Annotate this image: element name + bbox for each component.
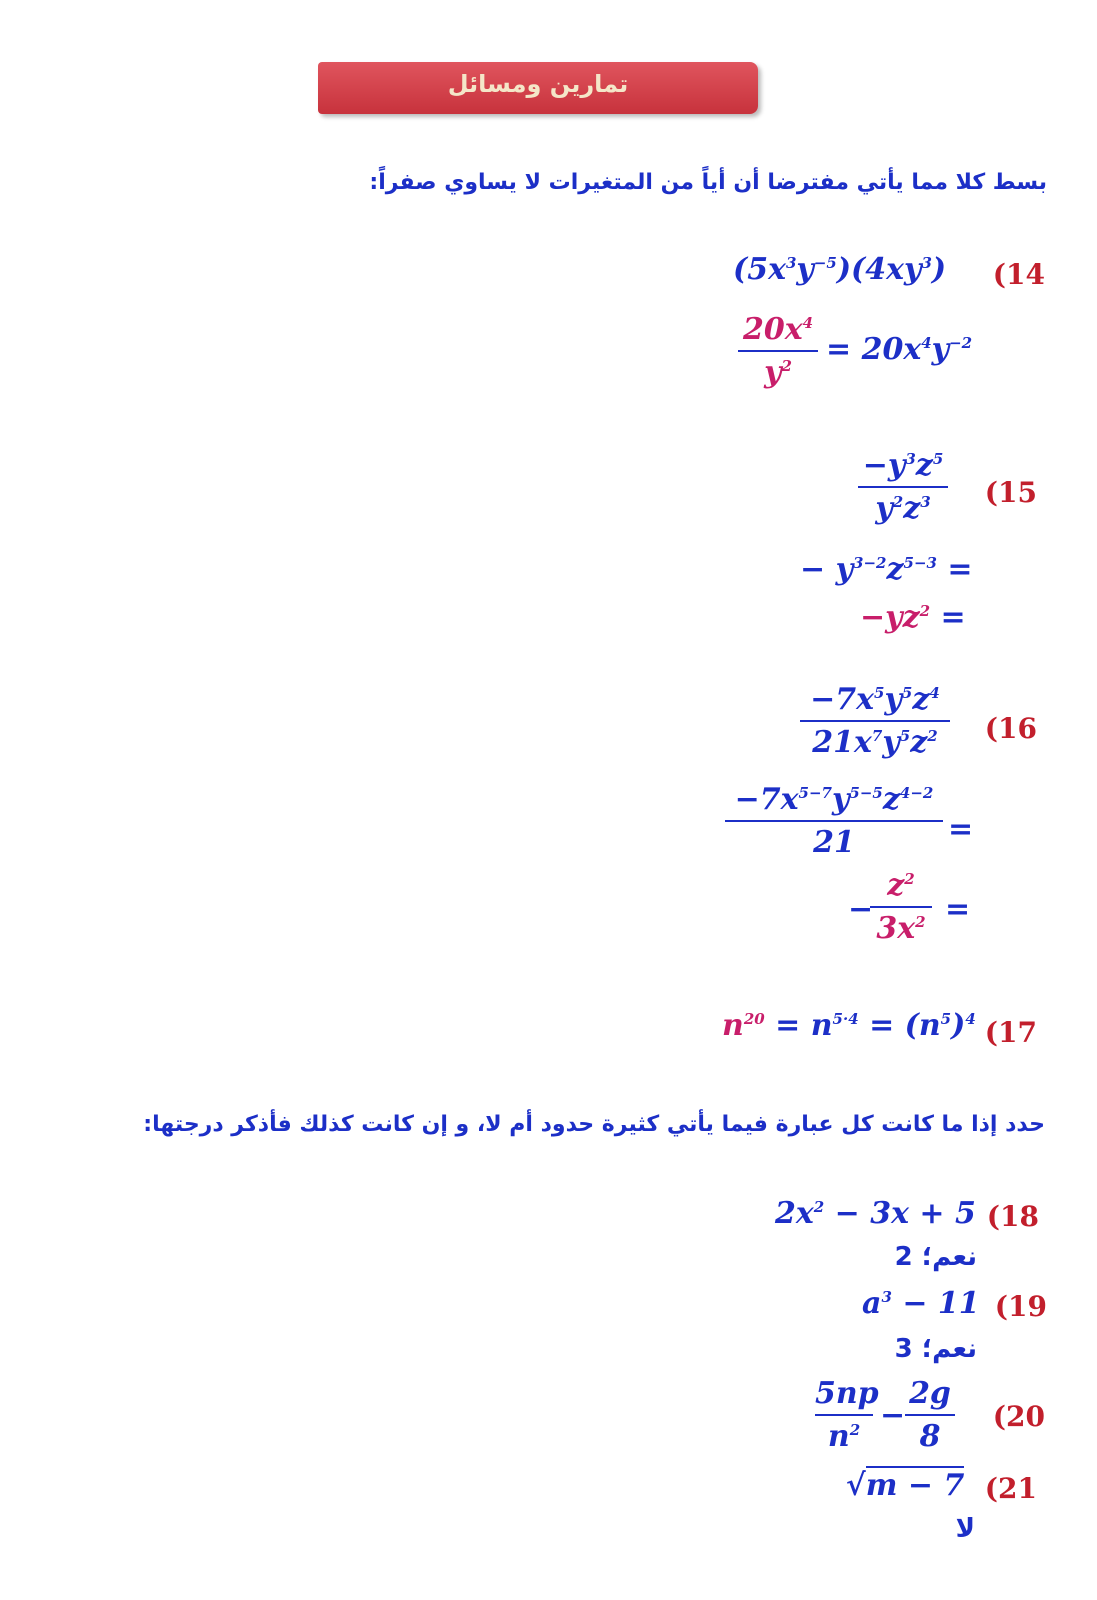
problem-15-step1: − $y^{3-2}z^{5-3}$ =: [800, 552, 973, 587]
problem-20-label: (20: [992, 1400, 1045, 1433]
problem-17-label: (17: [984, 1016, 1037, 1049]
problem-19-label: (19: [994, 1290, 1047, 1323]
problem-19-expression: $a^3 - 11$: [862, 1286, 980, 1321]
problem-20-minus: −: [880, 1398, 906, 1433]
problem-14-result: = $20x^4y^{-2}$: [826, 332, 973, 367]
problem-14-fraction: $20x^4$ $y^2$: [738, 312, 818, 390]
problem-21-answer: لا: [955, 1514, 975, 1544]
problem-15-label: (15: [984, 476, 1037, 509]
problem-20-fraction-2: 2g 8: [905, 1376, 955, 1454]
problem-18-label: (18: [986, 1200, 1039, 1233]
problem-21-expression: √m − 7: [846, 1468, 965, 1503]
section-title: تمارين ومسائل: [447, 70, 629, 98]
problem-16-equals-2: =: [945, 892, 971, 927]
problem-18-expression: $2x^2 - 3x + 5$: [775, 1196, 976, 1231]
problem-21-label: (21: [984, 1472, 1037, 1505]
problem-16-result: $z^2$ $3x^2$: [870, 868, 932, 946]
problem-16-step1: $-7x^{5-7}y^{5-5}z^{4-2}$ 21: [725, 782, 943, 860]
problem-16-fraction: $-7x^5y^5z^4$ $21x^7y^5z^2$: [800, 682, 950, 760]
section-banner: [318, 62, 758, 114]
problem-18-answer: نعم؛ 2: [894, 1242, 977, 1272]
instruction-polynomial: حدد إذا ما كانت كل عبارة فيما يأتي كثيرة حدود أم لا، و إن كانت كذلك فأذكر درجتها:: [143, 1112, 1045, 1137]
problem-16-minus: −: [848, 892, 874, 927]
problem-16-equals-1: =: [948, 812, 974, 847]
problem-19-answer: نعم؛ 3: [894, 1334, 977, 1364]
problem-15-step2: $-yz^2$ =: [860, 600, 966, 635]
problem-16-label: (16: [984, 712, 1037, 745]
problem-20-fraction-1: 5np $n^2$: [815, 1376, 879, 1454]
problem-17-expression: $n^{20} = n^{5\cdot 4} = (n^5)^4$: [722, 1008, 976, 1043]
instruction-simplify: بسط كلا مما يأتي مفترضا أن أياً من المتغيرات لا يساوي صفراً:: [369, 170, 1047, 195]
problem-15-fraction: $-y^3z^5$ $y^2z^3$: [858, 448, 948, 526]
problem-14-label: (14: [992, 258, 1045, 291]
problem-14-expression: $(5x^3y^{-5})(4xy^3)$: [733, 252, 947, 287]
